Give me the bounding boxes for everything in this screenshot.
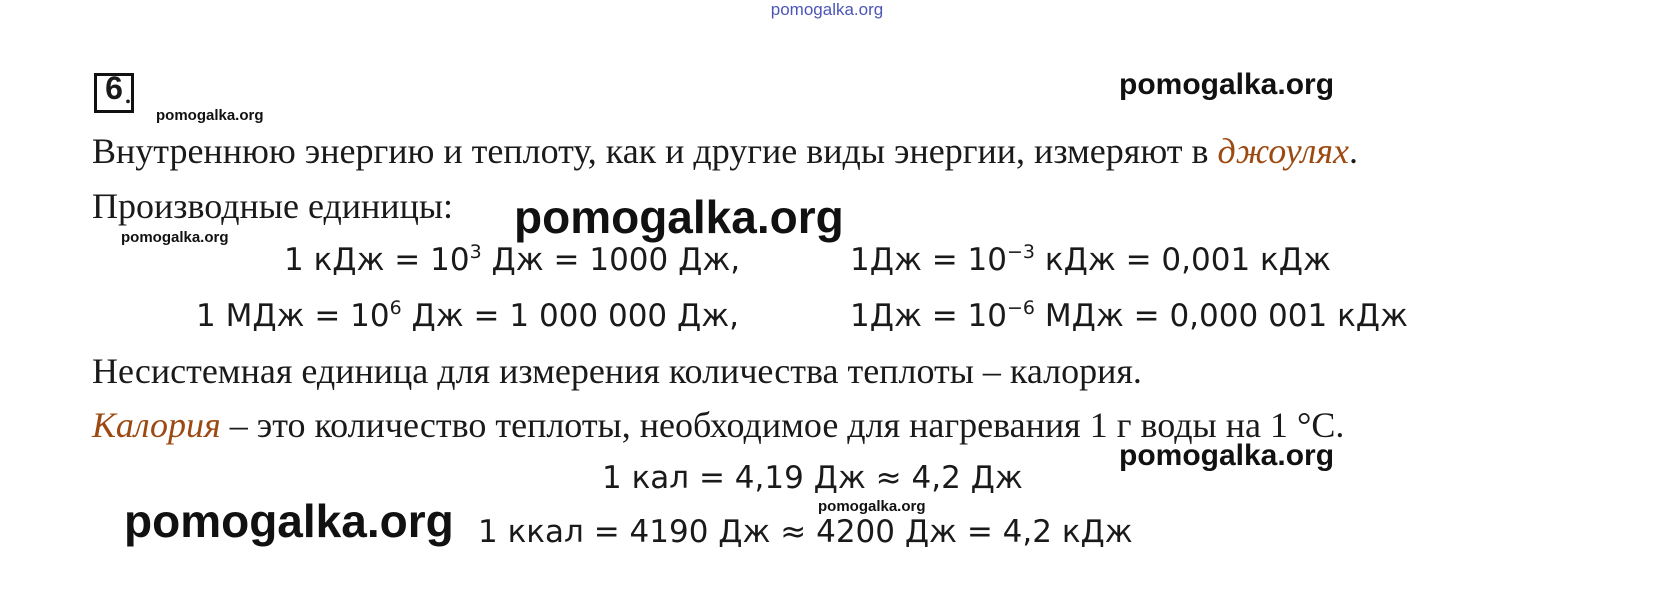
formula-kj-right-a: 1Дж = 10 bbox=[850, 242, 1007, 278]
formula-mj-left-b: Дж = 1 000 000 Дж, bbox=[401, 298, 740, 334]
text-line-1-end: . bbox=[1349, 131, 1359, 171]
formula-kj-left-a: 1 кДж = 10 bbox=[284, 242, 470, 278]
formula-mj-right-a: 1Дж = 10 bbox=[850, 298, 1007, 334]
text-line-1 bbox=[92, 130, 1358, 172]
formula-mj-right bbox=[850, 298, 1408, 334]
formula-kj-left-b: Дж = 1000 Дж, bbox=[481, 242, 741, 278]
formula-cal: 1 кал = 4,19 Дж ≈ 4,2 Дж bbox=[602, 460, 1023, 496]
watermark-mid-1: pomogalka.org bbox=[1119, 68, 1335, 101]
text-line-4-main: – это количество теплоты, необходимое для нагревания 1 г воды на 1 °С. bbox=[220, 405, 1345, 445]
watermark-large-1: pomogalka.org bbox=[514, 191, 844, 243]
term-calorie: Калория bbox=[92, 405, 221, 445]
watermark-small-3: pomogalka.org bbox=[818, 498, 926, 515]
problem-number-dot: . bbox=[124, 74, 132, 110]
formula-mj-right-exp: −6 bbox=[1007, 297, 1036, 319]
watermark-top: pomogalka.org bbox=[770, 0, 884, 19]
term-joules: джоулях bbox=[1217, 131, 1350, 171]
watermark-mid-2: pomogalka.org bbox=[1119, 439, 1335, 472]
text-line-2: Производные единицы: bbox=[92, 186, 454, 226]
formula-mj-left bbox=[196, 298, 739, 334]
formula-mj-left-exp: 6 bbox=[389, 297, 402, 319]
text-line-1-main: Внутреннюю энергию и теплоту, как и другие виды энергии, измеряют в bbox=[92, 131, 1218, 171]
text-line-3: Несистемная единица для измерения количества теплоты – калория. bbox=[92, 351, 1142, 391]
formula-kj-right-exp: −3 bbox=[1007, 241, 1036, 263]
formula-kj-left-exp: 3 bbox=[469, 241, 482, 263]
formula-mj-right-b: МДж = 0,000 001 кДж bbox=[1035, 298, 1408, 334]
formula-mj-left-a: 1 МДж = 10 bbox=[196, 298, 390, 334]
formula-kj-left bbox=[284, 242, 740, 278]
problem-number: 6 bbox=[105, 70, 123, 106]
watermark-small-2: pomogalka.org bbox=[121, 229, 229, 246]
watermark-small-1: pomogalka.org bbox=[156, 107, 264, 124]
formula-kj-right-b: кДж = 0,001 кДж bbox=[1035, 242, 1331, 278]
formula-kj-right bbox=[850, 242, 1331, 278]
formula-kcal: 1 ккал = 4190 Дж ≈ 4200 Дж = 4,2 кДж bbox=[478, 514, 1133, 550]
watermark-large-2: pomogalka.org bbox=[124, 495, 454, 547]
